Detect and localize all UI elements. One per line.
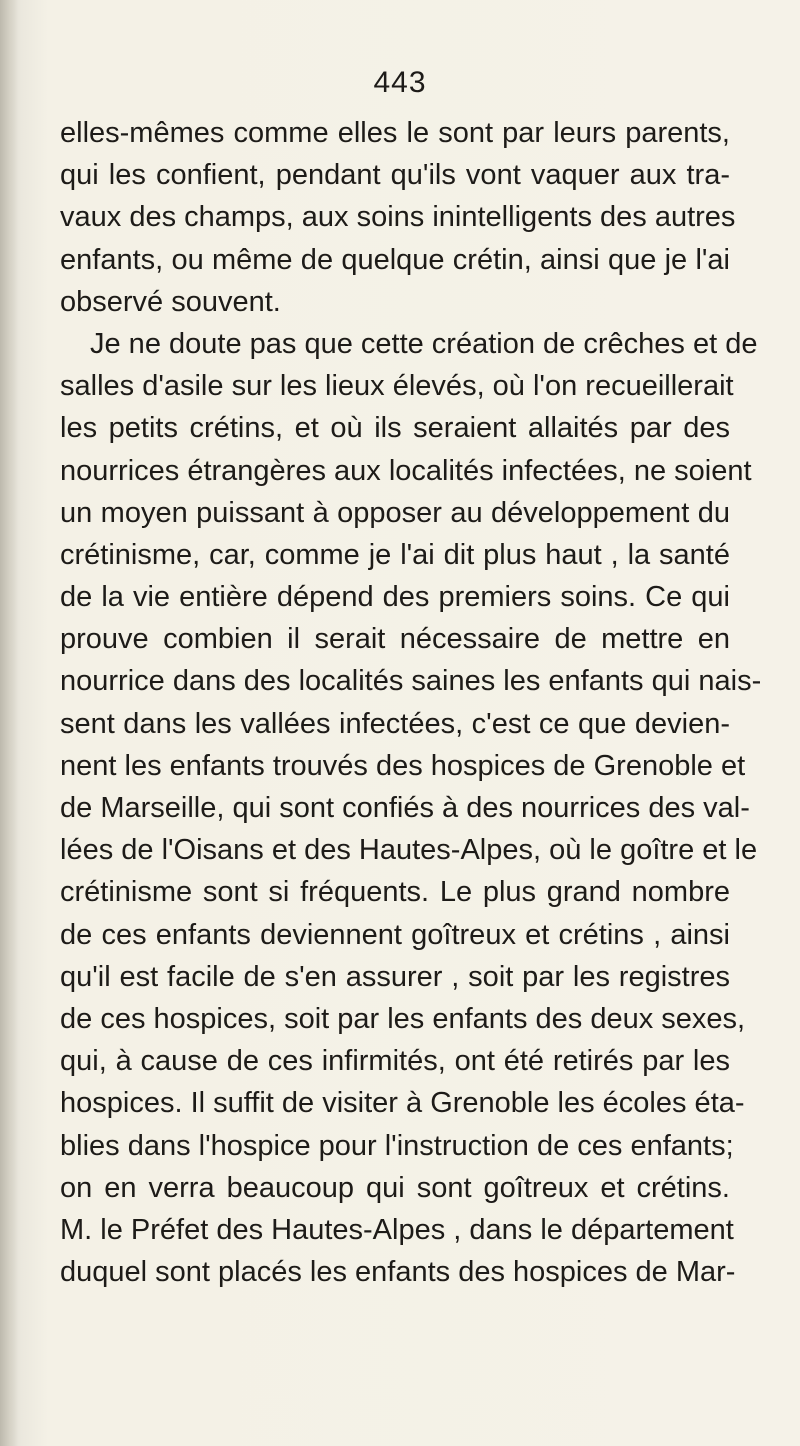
text-line: qui, à cause de ces infirmités, ont été retirés par les xyxy=(60,1045,730,1078)
text-line: hospices. Il suffit de visiter à Grenoble les écoles éta- xyxy=(60,1087,745,1120)
text-line: de ces hospices, soit par les enfants des deux sexes, xyxy=(60,1002,746,1035)
body-text xyxy=(60,112,762,1293)
text-line: blies dans l'hospice pour l'instruction de ces enfants; xyxy=(60,1129,734,1162)
text-line: nourrice dans des localités saines les enfants qui nais- xyxy=(60,665,762,698)
text-line: elles-mêmes comme elles le sont par leurs parents, xyxy=(60,117,730,149)
text-line: nent les enfants trouvés des hospices de Grenoble et xyxy=(60,749,746,782)
text-line: enfants, ou même de quelque crétin, ainsi que je l'ai xyxy=(60,243,730,276)
text-line: M. le Préfet des Hautes-Alpes , dans le département xyxy=(60,1213,734,1246)
text-line: de la vie entière dépend des premiers soins. Ce qui xyxy=(60,581,730,614)
text-line: lées de l'Oisans et des Hautes-Alpes, où le goître et le xyxy=(60,834,758,867)
text-line: qui les confient, pendant qu'ils vont vaquer aux tra- xyxy=(60,159,730,192)
text-line: nourrices étrangères aux localités infectées, ne soient xyxy=(60,454,752,487)
text-line: qu'il est facile de s'en assurer , soit par les registres xyxy=(60,960,730,993)
text-line: un moyen puissant à opposer au développement du xyxy=(60,496,730,529)
text-line: crétinisme, car, comme je l'ai dit plus haut , la santé xyxy=(60,538,730,571)
text-line: de ces enfants deviennent goîtreux et crétins , ainsi xyxy=(60,918,730,951)
text-line: observé souvent. xyxy=(60,285,281,318)
text-line: les petits crétins, et où ils seraient allaités par des xyxy=(60,412,730,445)
text-line: on en verra beaucoup qui sont goîtreux et crétins. xyxy=(60,1171,730,1204)
text-line: duquel sont placés les enfants des hospices de Mar- xyxy=(60,1256,736,1289)
text-line: vaux des champs, aux soins inintelligents des autres xyxy=(60,201,736,234)
text-line: crétinisme sont si fréquents. Le plus grand nombre xyxy=(60,876,730,909)
page-binding-edge xyxy=(0,0,18,1446)
text-line: prouve combien il serait nécessaire de mettre en xyxy=(60,623,730,656)
text-line: Je ne doute pas que cette création de crêches et de xyxy=(90,327,758,360)
page-number: 443 xyxy=(373,66,427,99)
text-line: sent dans les vallées infectées, c'est ce que devien- xyxy=(60,707,730,740)
text-line: salles d'asile sur les lieux élevés, où l'on recueillerait xyxy=(60,370,734,403)
text-line: de Marseille, qui sont confiés à des nourrices des val- xyxy=(60,792,750,824)
